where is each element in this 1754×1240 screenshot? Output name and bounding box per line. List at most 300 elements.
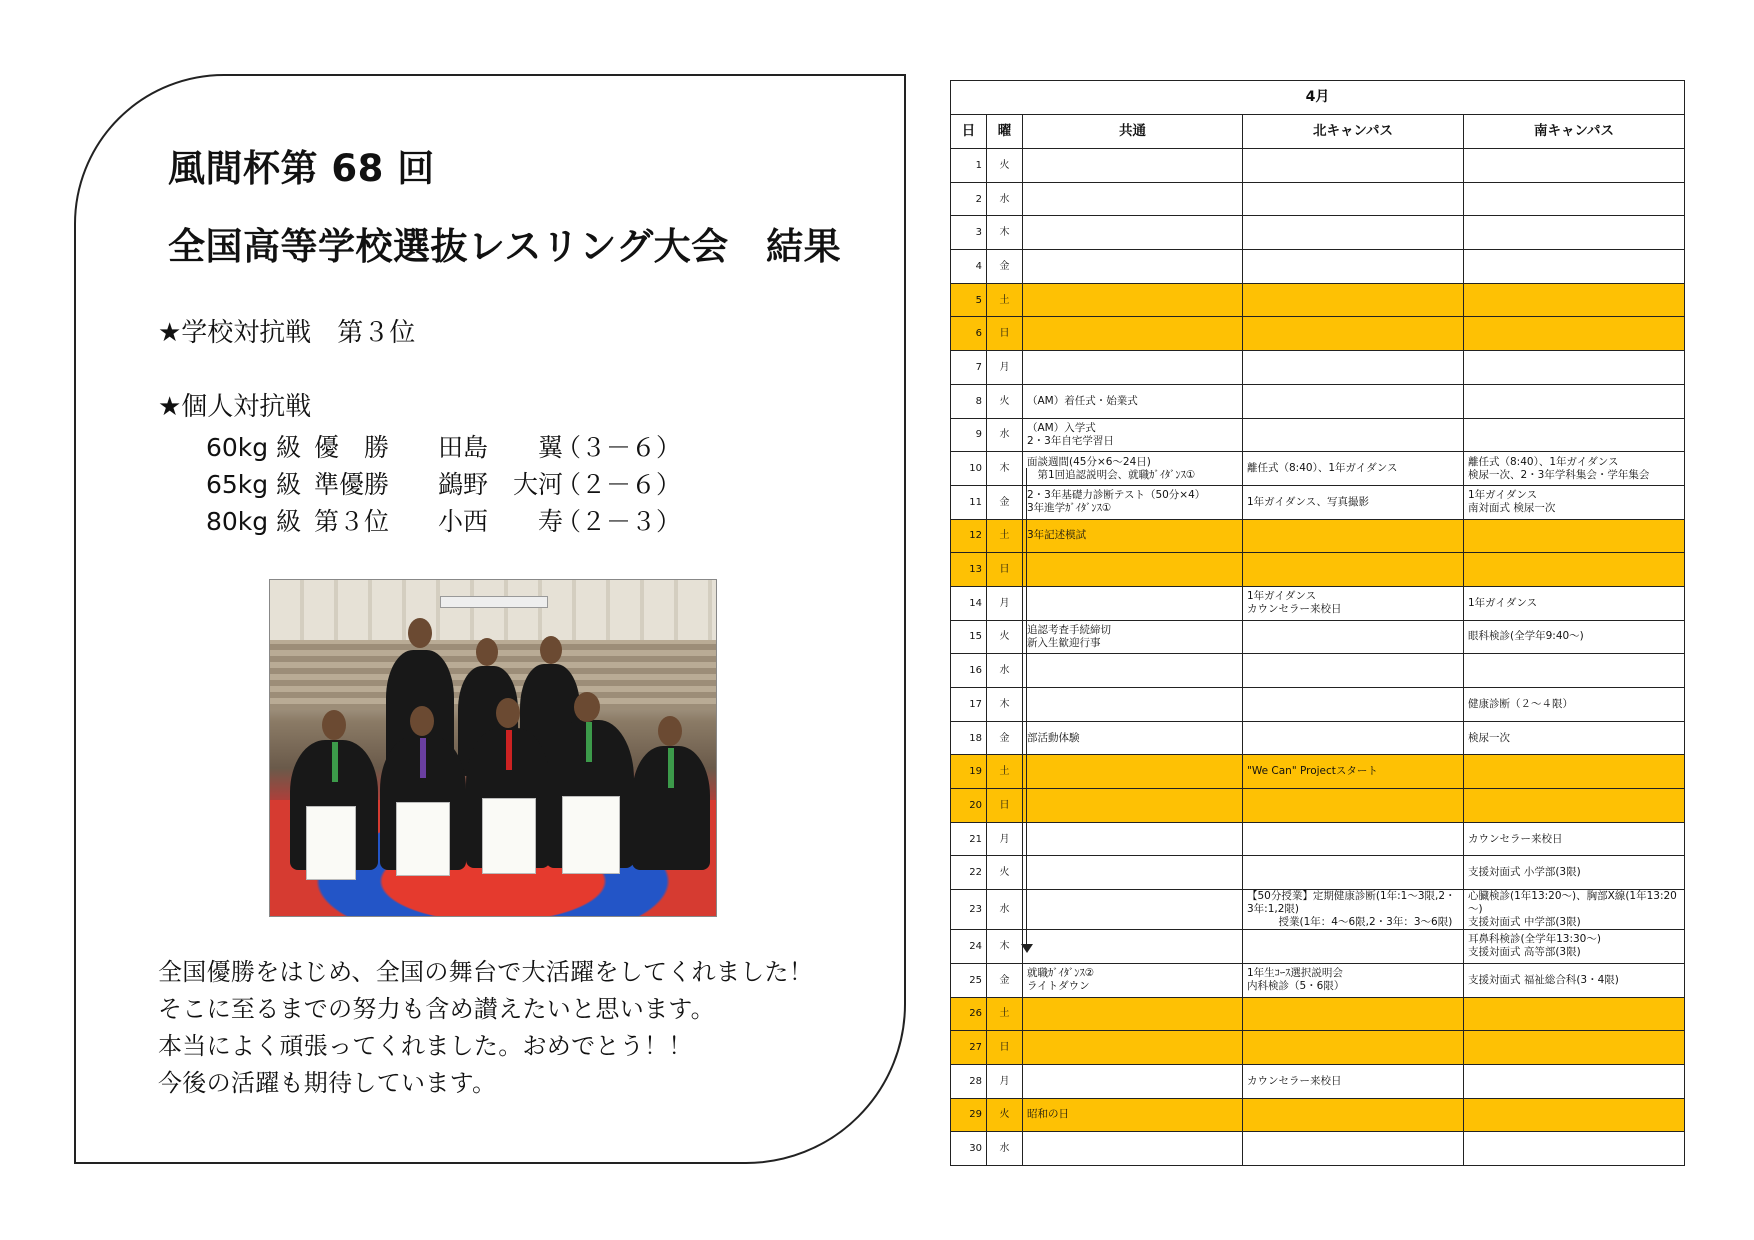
calendar-dow-cell-text: 金 [999,496,1010,508]
calendar-day-cell-text: 11 [969,496,982,508]
calendar-north-cell-text: 1年生ｺｰｽ選択説明会 内科検診（5・6限） [1247,967,1345,993]
news-title-line2: 全国高等学校選抜レスリング大会 結果 [168,225,842,268]
calendar-north-cell [1243,418,1464,452]
calendar-north-cell [1243,890,1464,930]
calendar-dow-cell-text: 日 [999,328,1010,340]
calendar-day-cell-text: 7 [975,361,982,373]
calendar-day-cell [951,1064,987,1098]
calendar-dow-cell-text: 月 [999,833,1010,845]
header-day: 日 [951,115,987,149]
calendar-dow-cell-text: 水 [999,1143,1010,1155]
news-body-line: 今後の活躍も期待しています。 [158,1069,497,1097]
calendar-common-cell [1023,182,1243,216]
calendar-common-cell [1023,1031,1243,1065]
calendar-dow-cell [987,1132,1023,1166]
calendar-north-cell [1243,519,1464,553]
calendar-day-cell [951,216,987,250]
calendar-dow-cell-text: 土 [999,1008,1010,1020]
calendar-common-cell [1023,1098,1243,1132]
calendar-south-cell [1464,654,1685,688]
photo-head [496,698,520,728]
calendar-dow-cell [987,620,1023,654]
calendar-row [951,553,1685,587]
calendar-day-cell-text: 2 [975,193,982,205]
calendar-north-cell [1243,963,1464,997]
certificate [396,802,450,876]
calendar-south-cell [1464,688,1685,722]
calendar-dow-cell [987,1098,1023,1132]
calendar-common-cell [1023,755,1243,789]
calendar-south-cell [1464,1064,1685,1098]
calendar-common-cell [1023,452,1243,486]
result-name: 田島 翼 [438,433,564,462]
photo-head [574,692,600,722]
result-weight: 80kg 級 [206,507,302,536]
calendar-dow-cell-text: 木 [999,227,1010,239]
certificate [482,798,536,874]
calendar-common-cell [1023,789,1243,823]
result-grade: （３－６） [556,433,682,462]
calendar-north-cell [1243,688,1464,722]
calendar-day-cell [951,351,987,385]
calendar-north-cell [1243,930,1464,964]
calendar-day-cell-text: 23 [969,904,982,916]
calendar-body [951,149,1685,1166]
calendar-common-cell-text: 部活動体験 [1027,731,1080,744]
calendar-south-cell [1464,283,1685,317]
calendar-dow-cell-text: 火 [999,867,1010,879]
calendar-day-cell-text: 4 [975,260,982,272]
calendar-row [951,789,1685,823]
calendar-dow-cell [987,1031,1023,1065]
result-row [206,428,726,464]
calendar-dow-cell [987,317,1023,351]
calendar-day-cell-text: 1 [975,159,982,171]
calendar-south-cell [1464,822,1685,856]
calendar-day-cell-text: 29 [969,1109,982,1121]
medal-ribbon [332,742,338,782]
calendar-south-cell-text: カウンセラー来校日 [1468,832,1563,845]
news-body-line: 本当によく頑張ってくれました。おめでとう！！ [158,1032,693,1060]
calendar-common-cell-text: （AM）入学式 2・3年自宅学習日 [1027,421,1114,447]
calendar-day-cell-text: 24 [969,940,982,952]
calendar-common-cell [1023,384,1243,418]
calendar-row [951,519,1685,553]
calendar-row [951,1031,1685,1065]
calendar-day-cell-text: 13 [969,564,982,576]
calendar-common-cell [1023,317,1243,351]
calendar-south-cell [1464,963,1685,997]
calendar-day-cell [951,418,987,452]
calendar-day-cell [951,519,987,553]
calendar-north-cell [1243,351,1464,385]
result-name: 鷁野 大河 [438,470,564,499]
team-photo [269,579,717,917]
header-north: 北キャンパス [1243,115,1464,149]
header-dow: 曜 [987,115,1023,149]
calendar-day-cell-text: 28 [969,1075,982,1087]
calendar-row [951,351,1685,385]
calendar-north-cell [1243,789,1464,823]
calendar-south-cell-text: 支援対面式 小学部(3限) [1468,866,1581,879]
calendar-common-cell [1023,519,1243,553]
calendar-north-cell [1243,620,1464,654]
calendar-row [951,149,1685,183]
calendar-day-cell-text: 17 [969,698,982,710]
calendar-north-cell [1243,216,1464,250]
calendar-month: 4月 [951,81,1685,115]
calendar-common-cell-text: （AM）着任式・始業式 [1027,394,1138,407]
calendar-day-cell [951,586,987,620]
calendar-day-cell [951,620,987,654]
calendar-dow-cell-text: 火 [999,631,1010,643]
calendar-dow-cell-text: 土 [999,294,1010,306]
calendar-day-cell-text: 25 [969,974,982,986]
calendar-day-cell [951,890,987,930]
calendar-dow-cell [987,586,1023,620]
individual-heading: ★個人対抗戦 [158,392,312,422]
result-row [206,502,726,538]
certificate [562,796,620,874]
calendar-south-cell [1464,997,1685,1031]
calendar-common-cell [1023,418,1243,452]
photo-head [476,638,498,666]
calendar-north-cell [1243,553,1464,587]
calendar-south-cell-text: 眼科検診(全学年9:40～) [1468,630,1584,643]
result-grade: （２－３） [556,507,682,536]
calendar-dow-cell [987,553,1023,587]
calendar-south-cell-text: 1年ガイダンス 南対面式 検尿一次 [1468,489,1556,515]
certificate [306,806,356,880]
calendar-south-cell [1464,789,1685,823]
calendar-day-cell-text: 22 [969,867,982,879]
photo-head [408,618,432,648]
calendar-north-cell [1243,182,1464,216]
calendar-south-cell [1464,250,1685,284]
calendar-common-cell-text: 就職ｶﾞｲﾀﾞﾝｽ② ライトダウン [1027,967,1095,993]
calendar-row [951,586,1685,620]
calendar-dow-cell [987,485,1023,519]
calendar-south-cell-text: 心臓検診(1年13:20～)、胸部X線(1年13:20～) 支援対面式 中学部(3限) [1468,890,1677,929]
calendar-south-cell-text: 耳鼻科検診(全学年13:30～) 支援対面式 高等部(3限) [1468,933,1601,959]
calendar-dow-cell-text: 月 [999,1075,1010,1087]
photo-banner [440,596,548,608]
calendar-row [951,755,1685,789]
calendar-dow-cell-text: 金 [999,974,1010,986]
result-grade: （２－６） [556,470,682,499]
calendar-day-cell [951,317,987,351]
calendar-dow-cell-text: 金 [999,732,1010,744]
calendar-north-cell [1243,384,1464,418]
calendar-day-cell-text: 20 [969,799,982,811]
calendar-day-cell-text: 5 [975,294,982,306]
calendar-south-cell [1464,216,1685,250]
medal-ribbon [420,738,426,778]
calendar-common-cell [1023,620,1243,654]
calendar-south-cell [1464,384,1685,418]
calendar-day-cell-text: 8 [975,395,982,407]
calendar-dow-cell-text: 土 [999,766,1010,778]
calendar-common-cell [1023,654,1243,688]
calendar-day-cell-text: 19 [969,766,982,778]
calendar-dow-cell [987,384,1023,418]
news-panel [74,74,906,1164]
calendar-common-cell [1023,963,1243,997]
result-row [206,465,726,501]
calendar-north-cell [1243,283,1464,317]
calendar-dow-cell [987,755,1023,789]
calendar-dow-cell [987,789,1023,823]
calendar-row [951,250,1685,284]
calendar-day-cell [951,182,987,216]
calendar-day-cell [951,485,987,519]
calendar-common-cell-text: 昭和の日 [1027,1108,1069,1121]
calendar-row [951,688,1685,722]
calendar-common-cell [1023,822,1243,856]
calendar-row [951,721,1685,755]
news-body-line: そこに至るまでの努力も含め讃えたいと思います。 [158,995,715,1023]
calendar-common-cell [1023,485,1243,519]
calendar-south-cell [1464,1031,1685,1065]
photo-head [540,636,562,664]
calendar-day-cell-text: 10 [969,463,982,475]
calendar-row [951,1132,1685,1166]
calendar-south-cell [1464,452,1685,486]
medal-ribbon [668,748,674,788]
calendar-north-cell [1243,1064,1464,1098]
calendar-north-cell [1243,856,1464,890]
calendar-common-cell [1023,149,1243,183]
calendar-row [951,963,1685,997]
calendar-dow-cell [987,688,1023,722]
calendar-day-cell-text: 30 [969,1143,982,1155]
calendar-north-cell [1243,149,1464,183]
medal-ribbon [506,730,512,770]
calendar-dow-cell-text: 火 [999,1109,1010,1121]
calendar-row [951,485,1685,519]
news-body-line: 全国優勝をはじめ、全国の舞台で大活躍をしてくれました！ [158,958,814,986]
photo-head [658,716,682,746]
calendar-common-cell-text: 3年記述模試 [1027,529,1087,542]
calendar-dow-cell-text: 水 [999,193,1010,205]
medal-ribbon [586,722,592,762]
calendar-common-cell [1023,553,1243,587]
calendar-day-cell [951,963,987,997]
calendar-day-cell [951,250,987,284]
calendar-row [951,317,1685,351]
calendar-dow-cell-text: 日 [999,799,1010,811]
calendar-day-cell [951,654,987,688]
calendar-row [951,1064,1685,1098]
calendar-south-cell [1464,620,1685,654]
calendar-common-cell-text: 面談週間(45分×6～24日) 第1回追認説明会、就職ｶﾞｲﾀﾞﾝｽ① [1027,455,1196,481]
calendar-day-cell [951,997,987,1031]
calendar-common-cell [1023,250,1243,284]
calendar-day-cell-text: 16 [969,665,982,677]
calendar-common-cell [1023,856,1243,890]
calendar-day-cell-text: 6 [975,328,982,340]
calendar-day-cell [951,553,987,587]
calendar-dow-cell [987,654,1023,688]
calendar-south-cell [1464,1132,1685,1166]
calendar-day-cell [951,452,987,486]
calendar-row [951,216,1685,250]
calendar-dow-cell [987,1064,1023,1098]
calendar-south-cell-text: 健康診断（２～４限） [1468,697,1573,710]
calendar-north-cell-text: 離任式（8:40）、1年ガイダンス [1247,462,1398,475]
calendar-north-cell [1243,721,1464,755]
calendar-common-cell [1023,688,1243,722]
calendar-row [951,997,1685,1031]
calendar-day-cell [951,1132,987,1166]
calendar-dow-cell [987,250,1023,284]
calendar-day-cell-text: 12 [969,530,982,542]
calendar-row [951,654,1685,688]
calendar-dow-cell-text: 日 [999,564,1010,576]
calendar-north-cell [1243,485,1464,519]
calendar-dow-cell-text: 日 [999,1042,1010,1054]
calendar-dow-cell [987,182,1023,216]
calendar-dow-cell-text: 水 [999,904,1010,916]
calendar-day-cell-text: 26 [969,1008,982,1020]
calendar-south-cell [1464,930,1685,964]
header-south: 南キャンパス [1464,115,1685,149]
calendar-north-cell [1243,755,1464,789]
calendar-dow-cell [987,890,1023,930]
calendar-common-cell-text: 2・3年基礎力診断テスト（50分×4） 3年進学ｶﾞｲﾀﾞﾝｽ① [1027,489,1206,515]
calendar-common-cell [1023,283,1243,317]
calendar-dow-cell [987,822,1023,856]
result-weight: 60kg 級 [206,433,302,462]
calendar-day-cell [951,384,987,418]
calendar-south-cell [1464,149,1685,183]
calendar-common-cell [1023,890,1243,930]
calendar-dow-cell-text: 木 [999,463,1010,475]
calendar-common-cell [1023,216,1243,250]
calendar-south-cell [1464,721,1685,755]
calendar-day-cell-text: 21 [969,833,982,845]
calendar-south-cell [1464,856,1685,890]
calendar-south-cell-text: 1年ガイダンス [1468,596,1538,609]
calendar-day-cell [951,789,987,823]
calendar-day-cell [951,1031,987,1065]
calendar-dow-cell-text: 水 [999,665,1010,677]
calendar-day-cell-text: 14 [969,597,982,609]
calendar-day-cell-text: 27 [969,1042,982,1054]
calendar-day-cell [951,688,987,722]
calendar-row [951,1098,1685,1132]
calendar-dow-cell [987,149,1023,183]
calendar-day-cell-text: 9 [975,429,982,441]
calendar-south-cell [1464,485,1685,519]
calendar-north-cell [1243,586,1464,620]
calendar-north-cell-text: カウンセラー来校日 [1247,1074,1342,1087]
calendar-south-cell [1464,418,1685,452]
calendar-row [951,182,1685,216]
photo-head [410,706,434,736]
calendar-row [951,283,1685,317]
calendar-row [951,418,1685,452]
calendar-south-cell-text: 検尿一次 [1468,731,1510,744]
calendar-row [951,384,1685,418]
calendar-day-cell [951,149,987,183]
calendar-dow-cell [987,351,1023,385]
calendar-dow-cell-text: 土 [999,530,1010,542]
calendar-dow-cell [987,930,1023,964]
calendar-common-cell [1023,586,1243,620]
calendar-north-cell [1243,452,1464,486]
calendar-dow-cell-text: 金 [999,260,1010,272]
calendar-day-cell-text: 15 [969,631,982,643]
calendar-north-cell [1243,1098,1464,1132]
calendar-day-cell-text: 3 [975,227,982,239]
result-name: 小西 寿 [438,507,564,536]
calendar-south-cell-text: 離任式（8:40）、1年ガイダンス 検尿一次、2・3年学科集会・学年集会 [1468,455,1650,481]
calendar-row [951,856,1685,890]
calendar-day-cell [951,283,987,317]
calendar-north-cell [1243,997,1464,1031]
header-common: 共通 [1023,115,1243,149]
calendar-north-cell-text: 【50分授業】定期健康診断(1年:1～3限,2・3年:1,2限) 授業(1年：4～6限,2・3年：3～6限) [1247,890,1456,929]
calendar-common-cell [1023,930,1243,964]
calendar-day-cell [951,930,987,964]
calendar-dow-cell-text: 水 [999,429,1010,441]
result-rank: 第３位 [314,507,390,536]
calendar-south-cell-text: 支援対面式 福祉総合科(3・4限) [1468,973,1619,986]
calendar-south-cell [1464,586,1685,620]
calendar-row [951,822,1685,856]
calendar-north-cell [1243,250,1464,284]
calendar-north-cell [1243,654,1464,688]
calendar-day-cell [951,1098,987,1132]
calendar-dow-cell-text: 火 [999,395,1010,407]
calendar-dow-cell [987,519,1023,553]
result-rank: 準優勝 [314,470,390,499]
calendar-dow-cell [987,721,1023,755]
calendar-dow-cell [987,997,1023,1031]
calendar-south-cell [1464,1098,1685,1132]
photo-ceiling [270,580,716,640]
calendar-dow-cell [987,283,1023,317]
calendar-south-cell [1464,519,1685,553]
calendar-south-cell [1464,182,1685,216]
calendar-south-cell [1464,317,1685,351]
result-rank: 優 勝 [314,433,390,462]
calendar-day-cell [951,755,987,789]
calendar-common-cell [1023,721,1243,755]
calendar-north-cell [1243,822,1464,856]
calendar-day-cell [951,856,987,890]
calendar-dow-cell-text: 火 [999,159,1010,171]
calendar-dow-cell [987,452,1023,486]
calendar-common-cell-text: 追認考査手続締切 新入生歓迎行事 [1027,623,1111,649]
calendar-dow-cell-text: 木 [999,698,1010,710]
photo-head [322,710,346,740]
calendar-row [951,930,1685,964]
calendar-north-cell-text: 1年ガイダンス、写真撮影 [1247,495,1369,508]
calendar-north-cell-text: 1年ガイダンス カウンセラー来校日 [1247,590,1342,616]
calendar-north-cell [1243,1031,1464,1065]
calendar-day-cell [951,822,987,856]
calendar-row [951,890,1685,930]
calendar-common-cell [1023,351,1243,385]
calendar-south-cell [1464,553,1685,587]
calendar-south-cell [1464,890,1685,930]
calendar-dow-cell [987,963,1023,997]
calendar-dow-cell [987,418,1023,452]
news-title-line1: 風間杯第 68 回 [168,147,435,190]
team-result: ★学校対抗戦 第３位 [158,318,416,348]
